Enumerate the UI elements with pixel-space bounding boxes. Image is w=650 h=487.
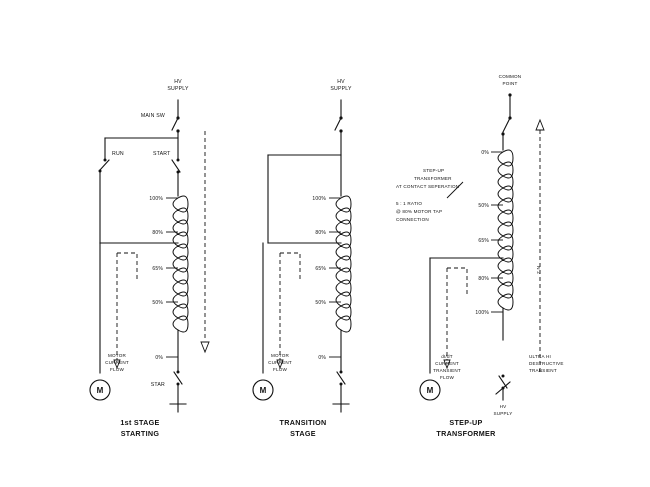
p3-right-label-1: ULTRA HI — [529, 354, 551, 359]
p3-tap-label-50: 50% — [478, 203, 489, 209]
p2-tap-label-0: 0% — [318, 355, 326, 361]
p2-star-dot-top — [340, 371, 343, 374]
p2-star-blade — [337, 372, 345, 384]
p2-tap-label-100: 100% — [312, 196, 326, 202]
p3-note-line-2: TRANSFORMER — [414, 176, 452, 181]
p2-flow-label-1: MOTOR — [270, 353, 290, 358]
p1-tap-label-0: 0% — [155, 355, 163, 361]
p2-flow-dash-box — [280, 253, 300, 280]
p1-motor-letter: M — [96, 386, 104, 395]
p1-title-line1: 1st STAGE — [120, 418, 160, 427]
p1-run-label: RUN — [112, 151, 124, 157]
p3-right-dash-arrow — [536, 120, 544, 130]
p1-main-switch-blade — [172, 118, 178, 130]
panel-1st-stage-starting — [90, 79, 209, 438]
p1-tap-label-50: 50% — [152, 300, 163, 306]
p3-top-switch-blade — [503, 118, 510, 132]
p1-flow-label-2: CURRENT — [105, 360, 129, 365]
p2-supply-label-2: SUPPLY — [330, 86, 352, 92]
p1-supply-label-2: SUPPLY — [167, 86, 189, 92]
p1-autotransformer-coil — [173, 196, 188, 332]
p3-common-label-2: POINT — [502, 81, 518, 86]
p3-motor-letter: M — [426, 386, 434, 395]
p1-main-switch-top-dot — [176, 116, 179, 119]
p3-right-label-3: TRANSIENT — [529, 368, 557, 373]
p2-flow-label-2: CURRENT — [268, 360, 292, 365]
p1-star-blade — [174, 372, 182, 384]
p1-supply-label-1: HV — [174, 79, 182, 85]
p1-tap-label-80: 80% — [152, 230, 163, 236]
p3-flow-label-2: CURRENT — [435, 361, 459, 366]
p2-title-line1: TRANSITION — [279, 418, 327, 427]
p3-flow-dash-box — [447, 268, 467, 295]
panel-step-up-transformer — [396, 74, 564, 438]
p1-star-dot-top — [177, 371, 180, 374]
p1-tap-label-100: 100% — [149, 196, 163, 202]
p1-main-sw-label: MAIN SW — [140, 113, 165, 119]
p2-tap-label-65: 65% — [315, 266, 326, 272]
p1-star-symbol — [170, 404, 186, 412]
p3-note-line-5: @ 80% MOTOR TAP — [396, 209, 443, 214]
p3-title-line2: TRANSFORMER — [436, 429, 496, 438]
p2-title-line2: STAGE — [290, 429, 316, 438]
p3-title-line1: STEP-UP — [449, 418, 483, 427]
p2-supply-label-1: HV — [337, 79, 345, 85]
p3-common-point-dot — [508, 93, 511, 96]
p1-tap-label-65: 65% — [152, 266, 163, 272]
panel-transition-stage — [253, 79, 352, 438]
p3-flow-label-1: dI/dT — [441, 354, 453, 359]
p1-flow-label-3: FLOW — [109, 367, 125, 372]
p3-tap-label-0: 0% — [481, 150, 489, 156]
p3-tap-label-100: 100% — [475, 310, 489, 316]
p1-right-dash-arrow — [201, 342, 209, 352]
p3-right-label-2: DESTRUCTIVE — [529, 361, 564, 366]
p1-flow-label-1: MOTOR — [107, 353, 127, 358]
p3-common-label-1: COMMON — [498, 74, 522, 79]
p3-top-switch-top-dot — [508, 116, 511, 119]
p3-supply-label-2: SUPPLY — [493, 411, 513, 416]
p2-tap-label-80: 80% — [315, 230, 326, 236]
p3-flow-label-4: FLOW — [439, 375, 455, 380]
p1-start-blade — [172, 160, 180, 172]
p1-start-dot-top — [177, 159, 180, 162]
p3-supply-label-1: HV — [499, 404, 507, 409]
p2-tap-label-50: 50% — [315, 300, 326, 306]
p3-note-line-1: STEP-UP — [423, 168, 445, 173]
p2-flow-label-3: FLOW — [272, 367, 288, 372]
p1-run-blade — [100, 160, 109, 170]
p3-tap-label-80: 80% — [478, 276, 489, 282]
p2-motor-letter: M — [259, 386, 267, 395]
p1-start-label: START — [153, 151, 171, 157]
p2-autotransformer-coil — [336, 196, 351, 332]
p3-note-line-6: CONNECTION — [396, 217, 429, 222]
p1-title-line2: STARTING — [120, 429, 160, 438]
p3-stepup-coil — [498, 150, 513, 310]
p3-note-line-3: AT CONTACT SEPERATION — [396, 184, 460, 189]
p3-tap-label-65: 65% — [478, 238, 489, 244]
p1-flow-dash-box — [117, 253, 137, 280]
p2-star-symbol — [333, 404, 349, 412]
p1-run-dot-top — [104, 159, 107, 162]
p2-main-switch-blade — [335, 118, 341, 130]
p3-vertical-label: Z N — [536, 266, 541, 274]
p3-flow-label-3: TRANSIENT — [433, 368, 461, 373]
p3-bottom-switch-top-dot — [502, 375, 505, 378]
p3-note-line-4: 5 : 1 RATIO — [396, 201, 423, 206]
p2-main-switch-top-dot — [339, 116, 342, 119]
p1-star-label: STAR — [150, 382, 165, 388]
